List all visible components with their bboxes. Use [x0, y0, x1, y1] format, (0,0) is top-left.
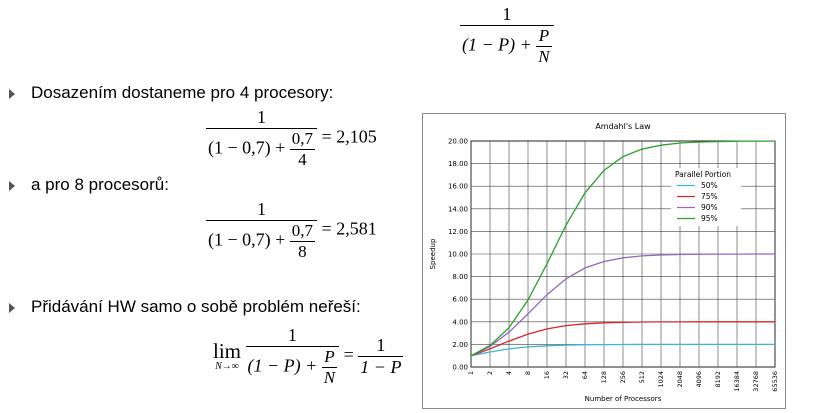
legend-label: 95% [701, 214, 718, 223]
bullet-text-3: Přidávání HW samo o sobě problém neřeší: [31, 297, 361, 316]
limit-numerator: 1 [287, 325, 297, 345]
y-axis-label: Speedup [429, 238, 437, 270]
formula-denominator-left: (1 − P) + [462, 34, 532, 55]
bullet-text-1: Dosazením dostaneme pro 4 procesory: [31, 83, 334, 102]
limit-subscript: N→∞ [215, 361, 239, 372]
y-tick-label: 12.00 [447, 227, 468, 236]
formula1-numerator: 1 [257, 107, 267, 127]
formula-numerator: 1 [502, 4, 512, 24]
y-tick-label: 14.00 [447, 205, 468, 214]
y-tick-label: 10.00 [447, 250, 468, 259]
bullet-text-2: a pro 8 procesorů: [31, 175, 169, 194]
x-tick-label: 32 [562, 371, 570, 380]
amdahl-formula [460, 4, 554, 67]
legend-label: 75% [701, 192, 718, 201]
formula-n: N [538, 47, 550, 66]
limit-rhs-numerator: 1 [376, 335, 386, 355]
y-tick-label: 0.00 [452, 363, 468, 372]
x-tick-label: 65536 [771, 371, 779, 392]
x-axis-label: Number of Processors [584, 395, 662, 403]
x-tick-label: 512 [638, 371, 646, 384]
x-tick-label: 16 [543, 371, 551, 380]
x-tick-label: 128 [600, 371, 608, 384]
y-tick-label: 6.00 [452, 295, 468, 304]
y-tick-label: 20.00 [447, 137, 468, 146]
limit-lim: lim [213, 339, 242, 363]
bullet-icon [9, 303, 15, 313]
formula2-result: = 2,581 [321, 218, 377, 239]
legend-label: 90% [701, 203, 718, 212]
x-tick-label: 2048 [676, 371, 684, 388]
formula-8-processors [206, 199, 377, 262]
amdahl-chart-svg [423, 114, 785, 408]
legend-title: Parallel Portion [675, 170, 732, 179]
x-tick-label: 1024 [657, 371, 665, 388]
x-tick-label: 4096 [695, 371, 703, 388]
limit-equals: = [343, 344, 354, 365]
x-tick-label: 2 [486, 371, 494, 376]
formula1-den-left: (1 − 0,7) + [208, 137, 286, 158]
x-tick-label: 16384 [733, 371, 741, 392]
x-tick-label: 8192 [714, 371, 722, 388]
limit-n: N [323, 368, 336, 387]
limit-rhs-denominator: 1 − P [360, 357, 402, 377]
y-tick-label: 4.00 [452, 318, 468, 327]
x-tick-label: 1 [467, 371, 475, 376]
formula-4-processors [206, 107, 377, 170]
formula-p: P [538, 26, 550, 45]
x-tick-label: 256 [619, 371, 627, 384]
y-tick-label: 16.00 [447, 182, 468, 191]
amdahl-chart [422, 113, 786, 409]
formula1-result: = 2,105 [321, 126, 377, 147]
x-tick-label: 32768 [752, 371, 760, 392]
x-tick-label: 4 [505, 371, 513, 376]
y-tick-label: 8.00 [452, 273, 468, 282]
formula1-p: 0,7 [291, 129, 314, 148]
bullet-icon [9, 181, 15, 191]
x-tick-label: 8 [524, 371, 532, 376]
legend-label: 50% [701, 181, 718, 190]
bullet-icon [9, 89, 15, 99]
limit-den-left: (1 − P) + [247, 355, 318, 376]
y-tick-label: 18.00 [447, 160, 468, 169]
formula2-den-left: (1 − 0,7) + [208, 229, 286, 250]
formula2-n: 8 [298, 242, 307, 261]
limit-p: P [324, 347, 335, 366]
formula1-n: 4 [298, 150, 307, 169]
x-tick-label: 64 [581, 371, 589, 380]
limit-formula [213, 325, 403, 388]
formula2-p: 0,7 [291, 221, 314, 240]
y-tick-label: 2.00 [452, 340, 468, 349]
chart-title: Amdahl's Law [595, 122, 651, 131]
formula2-numerator: 1 [257, 199, 267, 219]
